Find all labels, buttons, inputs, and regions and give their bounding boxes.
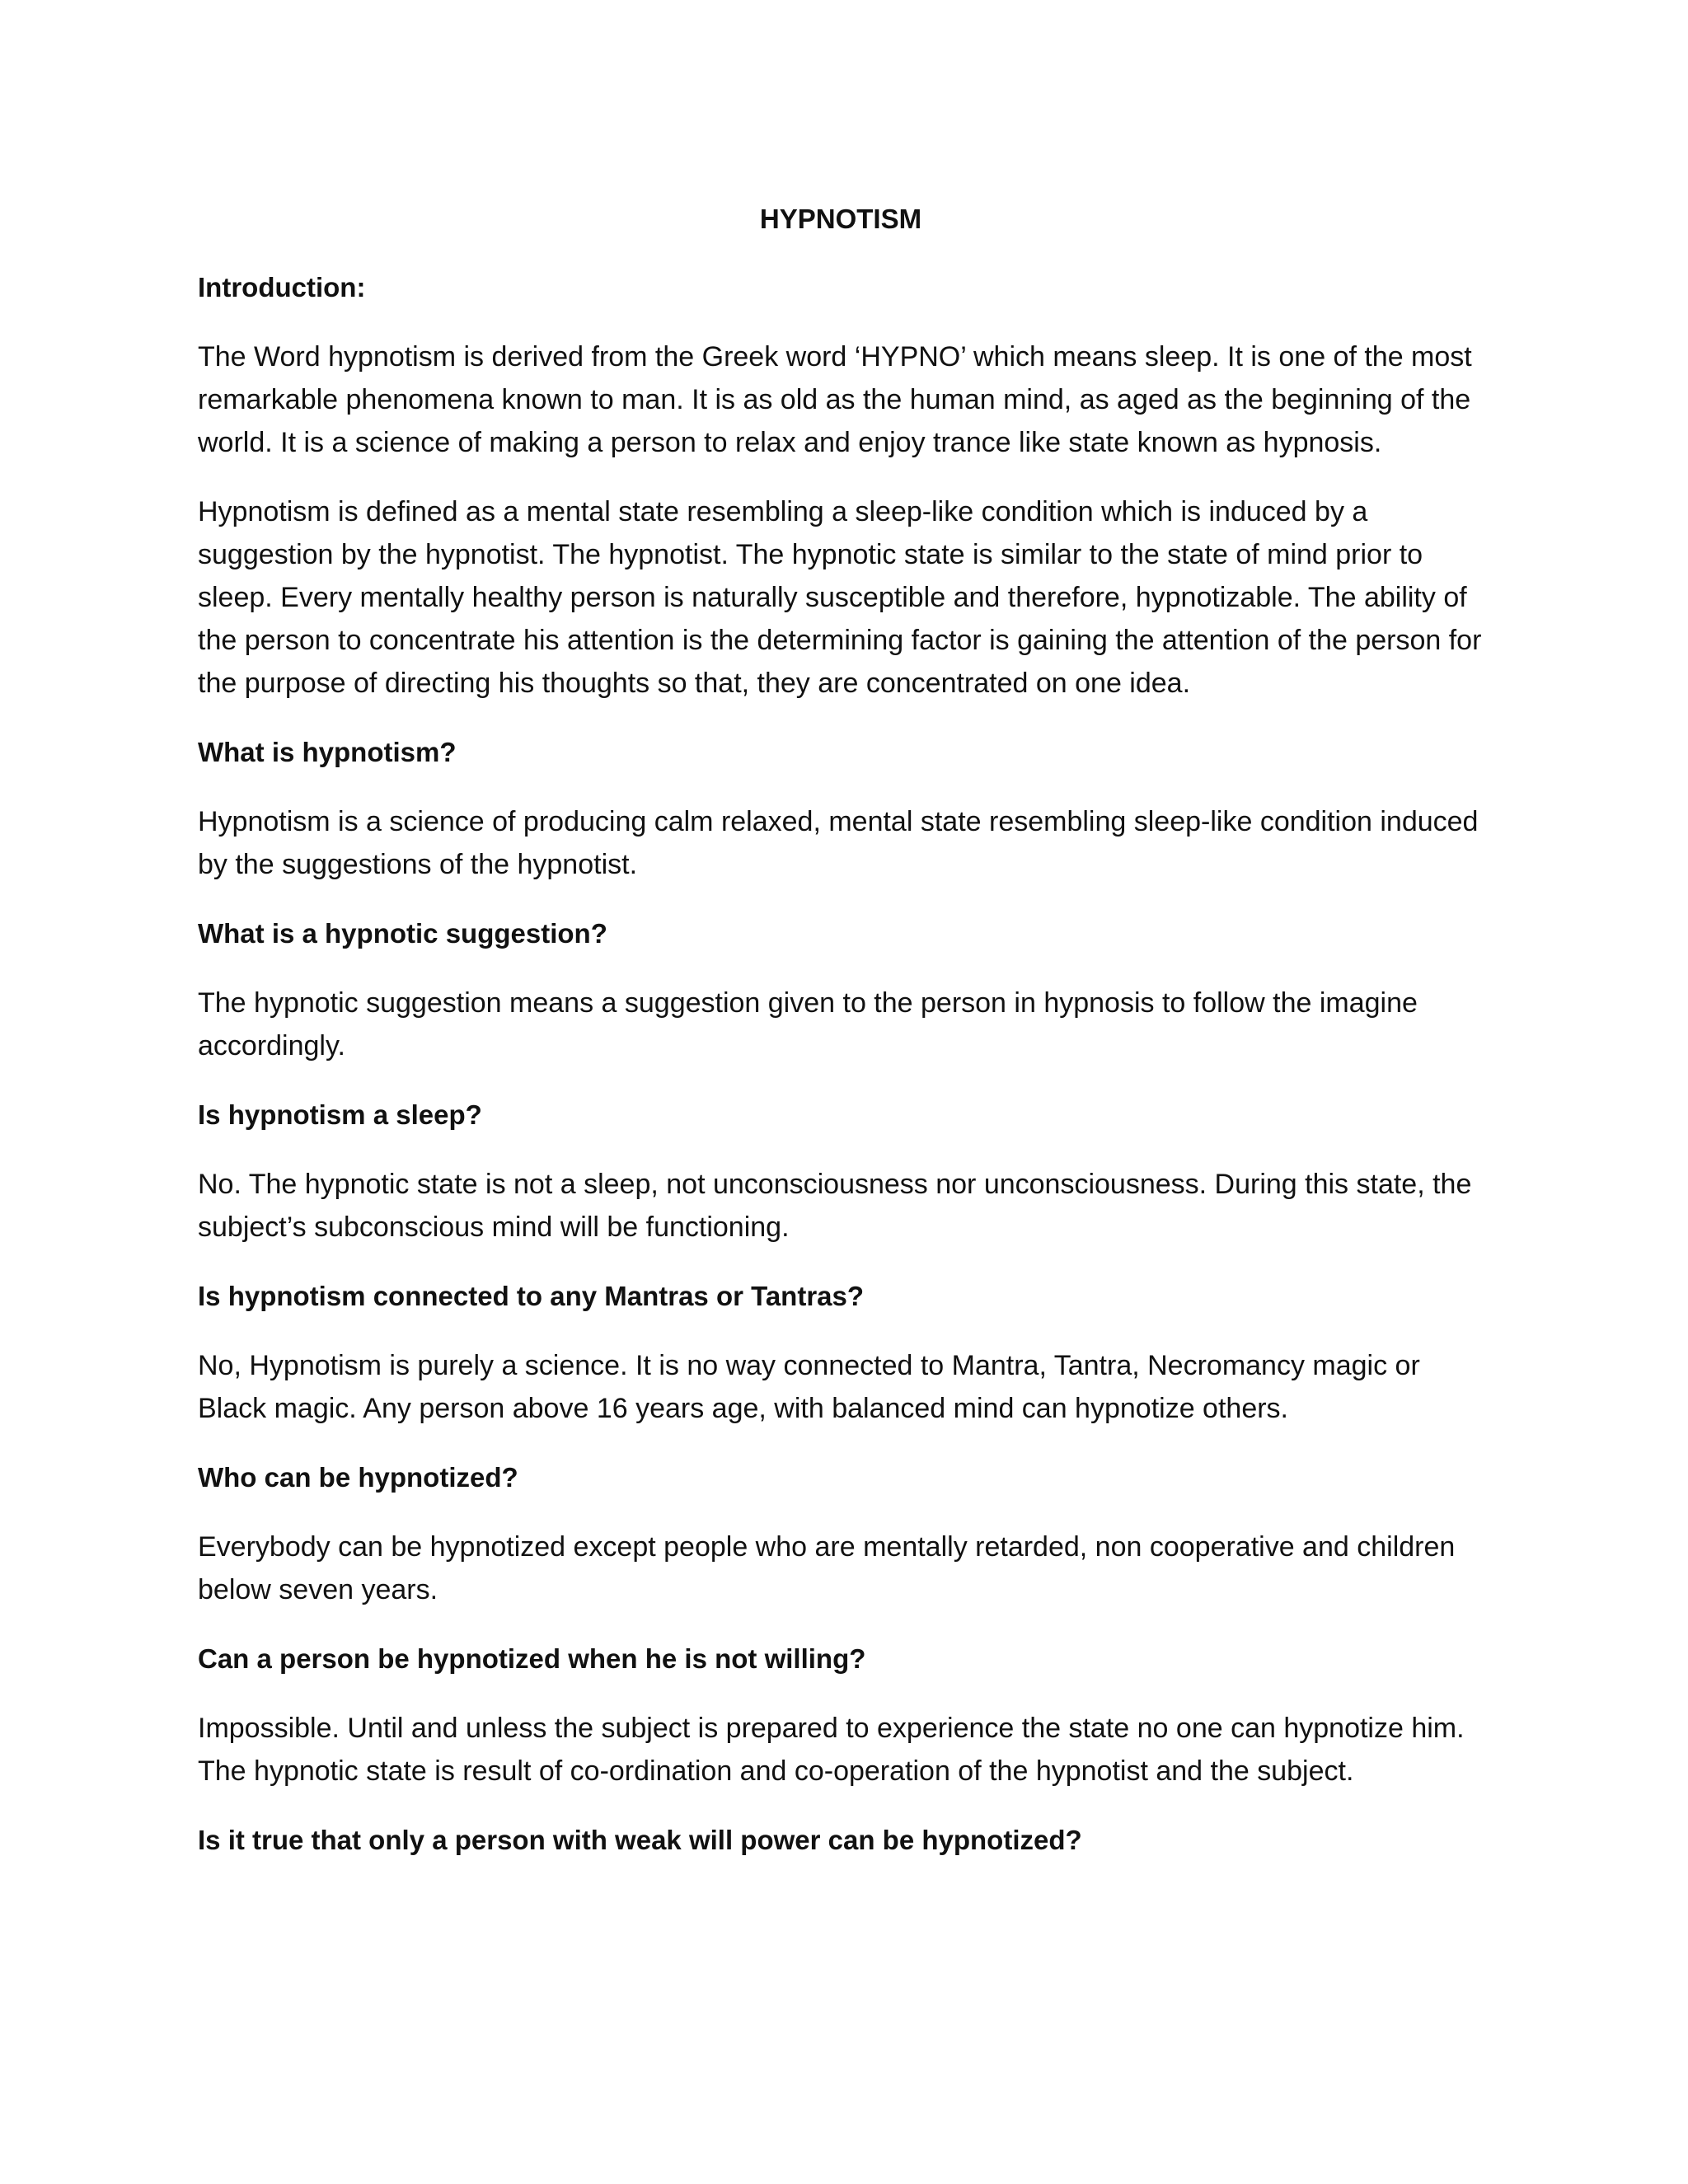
paragraph-introduction-1: The Word hypnotism is derived from the Greek word ‘HYPNO’ which means sleep. It is one of the most remarkable phenomena known to man. It is as old as the human mind, as aged as the beginning of the world. It is a science of making a person to relax and enjoy trance like state known as hypnosis. [198,341,1472,458]
section-heading-introduction: Introduction: [198,272,366,302]
paragraph-is-hypnotism-sleep: No. The hypnotic state is not a sleep, not unconsciousness nor unconsciousness. During this state, the subject’s subconscious mind will be functioning. [198,1169,1472,1243]
paragraph-what-is-hypnotism: Hypnotism is a science of producing calm relaxed, mental state resembling sleep-like condition induced by the suggestions of the hypnotist. [198,806,1479,880]
section-heading-not-willing: Can a person be hypnotized when he is not willing? [198,1643,866,1674]
paragraph-who-can-be-hypnotized: Everybody can be hypnotized except people who are mentally retarded, non cooperative and children below seven years. [198,1531,1456,1605]
section-heading-weak-will-power: Is it true that only a person with weak will power can be hypnotized? [198,1825,1082,1855]
document-title: HYPNOTISM [759,204,922,234]
section-heading-is-hypnotism-sleep: Is hypnotism a sleep? [198,1099,482,1130]
paragraph-mantras-tantras: No, Hypnotism is purely a science. It is no way connected to Mantra, Tantra, Necromancy magic or Black magic. Any person above 16 years age, with balanced mind can hypnotize others. [198,1350,1420,1424]
section-heading-who-can-be-hypnotized: Who can be hypnotized? [198,1462,518,1493]
section-heading-hypnotic-suggestion: What is a hypnotic suggestion? [198,918,607,949]
section-heading-what-is-hypnotism: What is hypnotism? [198,737,457,767]
paragraph-hypnotic-suggestion: The hypnotic suggestion means a suggestion given to the person in hypnosis to follow the imagine accordingly. [198,987,1418,1062]
paragraph-introduction-2: Hypnotism is defined as a mental state resembling a sleep-like condition which is induced by a suggestion by the hypnotist. The hypnotist. The hypnotic state is similar to the state of mind prior to sleep. Every mentally healthy person is naturally susceptible and therefore, hypnotizable. The ability of the person to concentrate his attention is the determining factor is gaining the attention of the person for the purpose of directing his thoughts so that, they are concentrated on one idea. [198,496,1482,699]
paragraph-not-willing: Impossible. Until and unless the subject is prepared to experience the state no one can hypnotize him. The hypnotic state is result of co-ordination and co-operation of the hypnotist and the subject. [198,1713,1465,1787]
document-page [198,198,1484,1888]
section-heading-mantras-tantras: Is hypnotism connected to any Mantras or Tantras? [198,1281,865,1311]
